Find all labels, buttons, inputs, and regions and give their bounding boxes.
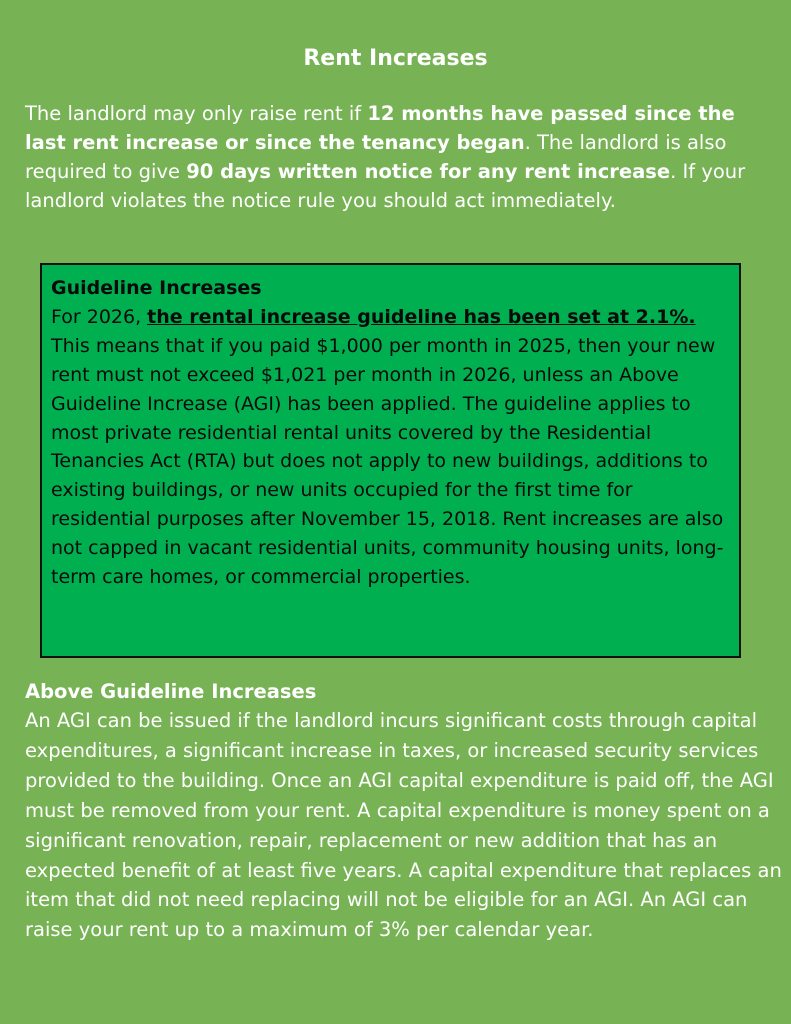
page-title: Rent Increases xyxy=(303,46,488,71)
intro-text-2: . The landlord is also required to give xyxy=(25,131,727,183)
guideline-lead: For 2026, xyxy=(51,305,148,328)
intro-text-3: . If your landlord violates the notice rule you should act immediately. xyxy=(25,160,746,212)
agi-body: An AGI can be issued if the landlord incurs significant costs through capital expenditures, a significant increase in taxes, or increased security services provided to the building. Once an AGI capital expenditure is paid off, the AGI must be removed from your rent. A capital expenditure is money spent on a significant renovation, repair, replacement or new addition that has an expected benefit of at least five years. A capital expenditure that replaces an item that did not need replacing will not be eligible for an AGI. An AGI can raise your rent up to a maximum of 3% per calendar year. xyxy=(25,709,782,942)
guideline-heading: Guideline Increases xyxy=(51,277,262,299)
guideline-emphasis: the rental increase guideline has been set at 2.1%. xyxy=(147,305,696,328)
agi-heading: Above Guideline Increases xyxy=(25,680,317,703)
guideline-body: This means that if you paid $1,000 per month in 2025, then your new rent must not exceed $1,021 per month in 2026, unless an Above Guideline Increase (AGI) has been applied. The guideline applies to most private residential rental units covered by the Residential Tenancies Act (RTA) but does not apply to new buildings, additions to existing buildings, or new units occupied for the first time for residential purposes after November 15, 2018. Rent increases are also not capped in vacant residential units, community housing units, long-term care homes, or commercial properties. xyxy=(51,334,724,589)
guideline-increases-box xyxy=(40,263,741,658)
intro-paragraph xyxy=(25,99,775,215)
intro-bold-12-months: 12 months have passed since the last rent increase or since the tenancy began xyxy=(25,102,735,154)
intro-bold-90-days: 90 days written notice for any rent increase xyxy=(186,160,671,183)
intro-text-1: The landlord may only raise rent if xyxy=(25,102,368,125)
